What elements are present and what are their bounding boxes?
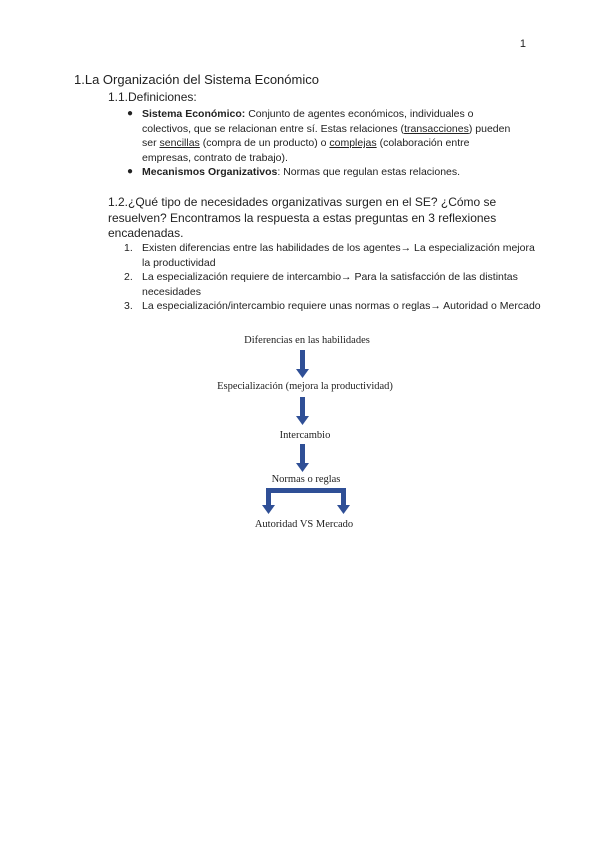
diagram-step-specialization: Especialización (mejora la productividad) [217, 381, 393, 392]
underlined-term: complejas [329, 137, 377, 149]
bullet-icon: ● [127, 166, 134, 177]
list-number: 2. [124, 271, 133, 283]
underlined-term: transacciones [404, 122, 469, 135]
list-number: 1. [124, 242, 133, 254]
page-number: 1 [519, 38, 526, 50]
definition-term: Mecanismos Organizativos [142, 166, 278, 178]
definition-text: Conjunto de agentes económicos, individuales o colectivos, que se relacionan entre sí. Estas relaciones ( [142, 108, 474, 135]
diagram-step-authority-market: Autoridad VS Mercado [254, 519, 354, 530]
bullet-icon: ● [127, 108, 134, 119]
definition-text: : Normas que regulan estas relaciones. [277, 166, 461, 178]
definition-text: ) pueden ser [142, 122, 511, 149]
down-arrow-icon [296, 444, 309, 472]
subsection-title: 1.1.Definiciones: [108, 90, 197, 104]
diagram-step-rules: Normas o reglas [271, 474, 341, 485]
diagram-step-exchange: Intercambio [279, 430, 331, 441]
section-title: 1.La Organización del Sistema Económico [74, 72, 319, 87]
definition-term: Sistema Económico: [142, 108, 246, 120]
diagram-step-differences: Diferencias en las habilidades [244, 335, 370, 346]
definition-text: (compra de un producto) o [199, 137, 330, 149]
definition-text: (colaboración entre empresas, contrato de trabajo). [142, 137, 470, 164]
down-arrow-icon [296, 397, 309, 425]
down-arrow-icon [296, 350, 309, 378]
reflection-text: La especialización requiere de intercambio→ Para la satisfacción de las distintas necesidades [142, 271, 518, 298]
reflection-text: La especialización/intercambio requiere unas normas o reglas→ Autoridad o Mercado [142, 300, 541, 312]
reflection-text: Existen diferencias entre las habilidades de los agentes→ La especialización mejora la productividad [142, 242, 535, 269]
split-arrow-icon [262, 488, 350, 514]
question-paragraph: 1.2.¿Qué tipo de necesidades organizativas surgen en el SE? ¿Cómo se resuelven? Encontramos la respuesta a estas preguntas en 3 reflexiones encadenadas. [108, 195, 497, 240]
underlined-term: sencillas [159, 137, 200, 149]
list-number: 3. [124, 300, 133, 312]
